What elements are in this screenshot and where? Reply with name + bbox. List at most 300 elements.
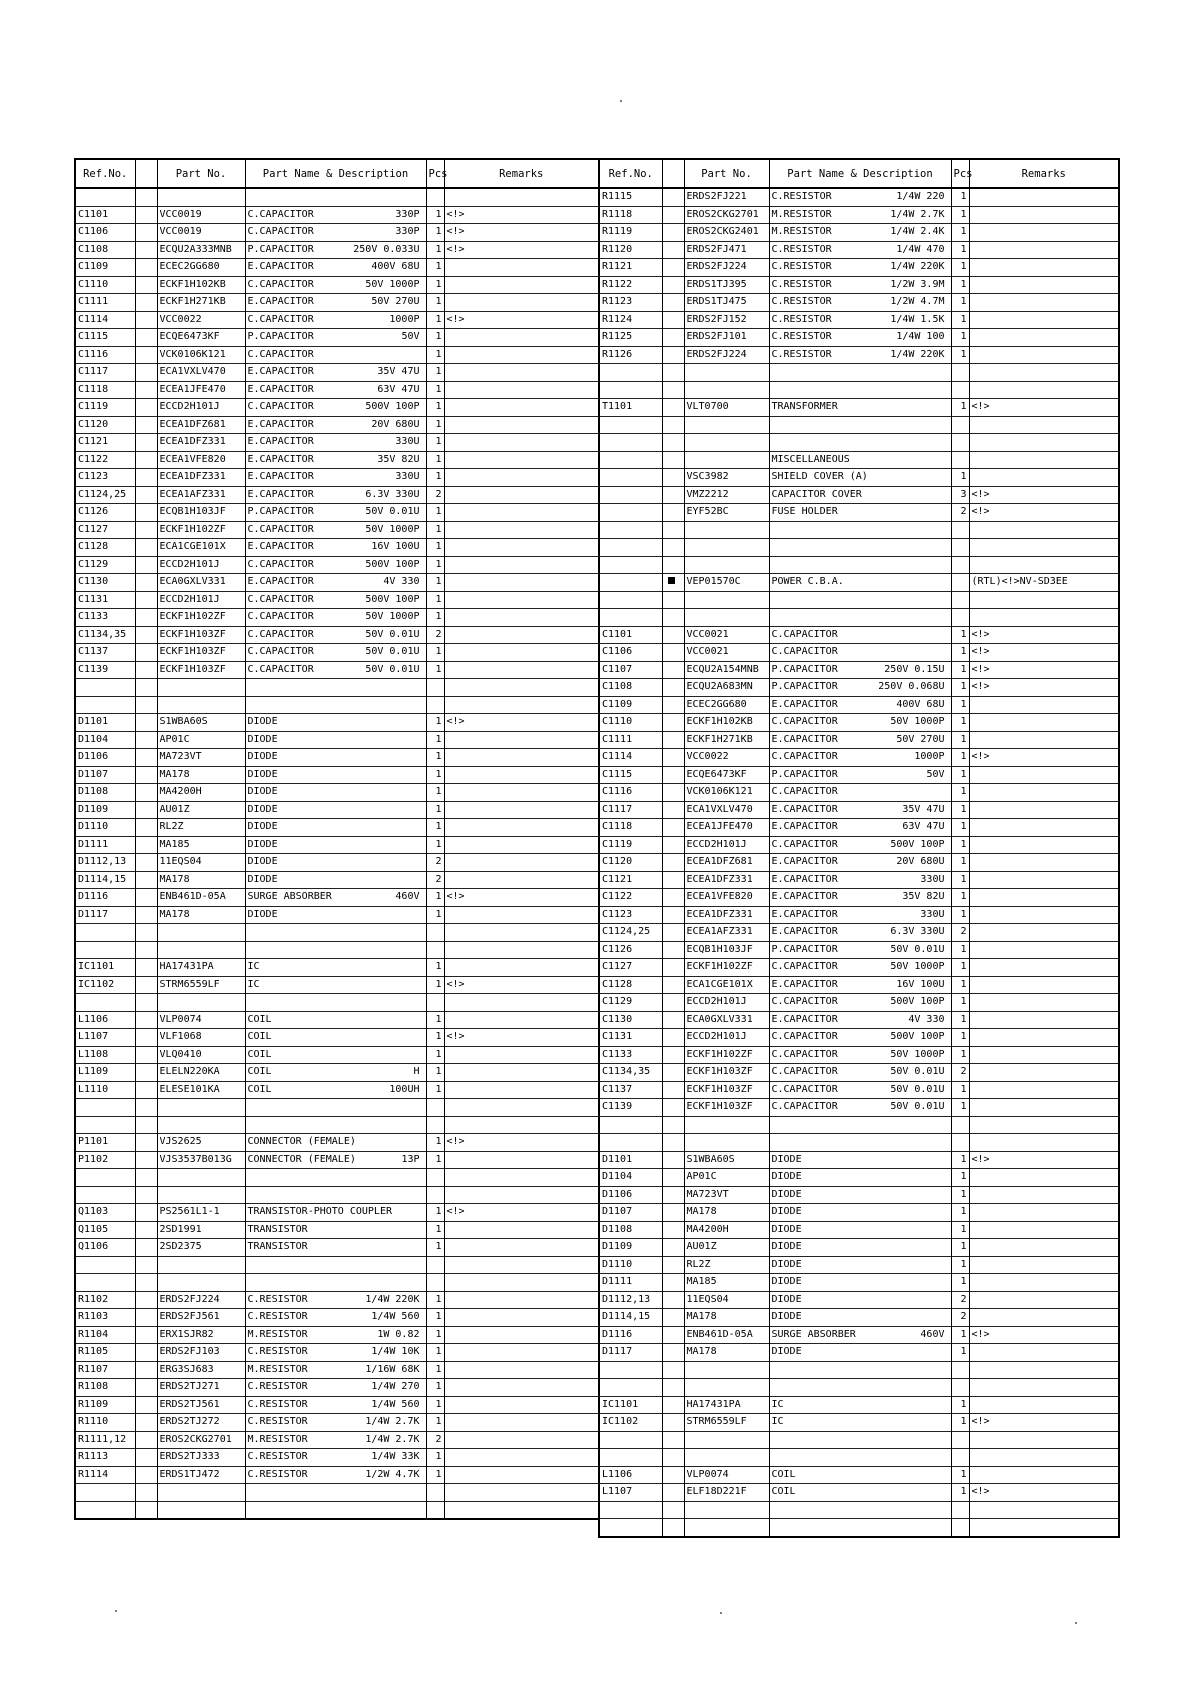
marker-cell: [135, 609, 157, 627]
ref-cell: C1139: [75, 661, 135, 679]
marker-cell: [135, 469, 157, 487]
part-cell: [157, 941, 245, 959]
remarks-cell: [969, 1239, 1119, 1257]
part-cell: HA17431PA: [684, 1396, 769, 1414]
remarks-cell: [444, 1046, 599, 1064]
part-cell: [684, 609, 769, 627]
remarks-cell: [969, 1116, 1119, 1134]
table-row: [599, 241, 1119, 259]
part-cell: VCC0019: [157, 206, 245, 224]
desc-cell: E.CAPACITOR 4V 330: [245, 574, 426, 592]
desc-cell: DIODE: [769, 1151, 951, 1169]
marker-cell: [135, 889, 157, 907]
pcs-cell: 2: [951, 504, 969, 522]
remarks-cell: [444, 959, 599, 977]
remarks-cell: [444, 1309, 599, 1327]
remarks-cell: [444, 1116, 599, 1134]
pcs-cell: [426, 994, 444, 1012]
pcs-cell: [951, 364, 969, 382]
part-cell: ERDS2TJ272: [157, 1414, 245, 1432]
ref-cell: C1115: [75, 329, 135, 347]
desc-cell: IC: [245, 976, 426, 994]
table-row: [599, 696, 1119, 714]
remarks-cell: [444, 924, 599, 942]
ref-cell: C1106: [75, 224, 135, 242]
pcs-cell: [951, 1379, 969, 1397]
parts-table-left: [74, 158, 600, 1520]
ref-cell: [599, 609, 662, 627]
ref-cell: D1109: [599, 1239, 662, 1257]
remarks-cell: [444, 434, 599, 452]
marker-cell: [662, 731, 684, 749]
remarks-cell: [444, 1396, 599, 1414]
marker-cell: [662, 609, 684, 627]
remarks-cell: <!>: [444, 1029, 599, 1047]
table-row: [75, 1239, 599, 1257]
part-cell: [684, 1449, 769, 1467]
pcs-cell: 1: [951, 836, 969, 854]
remarks-cell: <!>: [969, 1326, 1119, 1344]
remarks-cell: [444, 1466, 599, 1484]
pcs-cell: 1: [426, 749, 444, 767]
remarks-cell: [444, 1344, 599, 1362]
pcs-cell: [426, 1186, 444, 1204]
table-row: [599, 1466, 1119, 1484]
pcs-cell: [426, 679, 444, 697]
pcs-cell: [426, 941, 444, 959]
remarks-cell: [444, 539, 599, 557]
pcs-cell: [951, 381, 969, 399]
pcs-cell: [951, 591, 969, 609]
desc-cell: SHIELD COVER (A): [769, 469, 951, 487]
marker-cell: [662, 294, 684, 312]
table-row: [75, 1116, 599, 1134]
part-cell: ERDS2FJ224: [684, 259, 769, 277]
pcs-cell: 1: [951, 1011, 969, 1029]
marker-cell: [662, 1204, 684, 1222]
desc-cell: [769, 609, 951, 627]
remarks-cell: [969, 591, 1119, 609]
table-row: [75, 1186, 599, 1204]
pcs-cell: [426, 1099, 444, 1117]
desc-cell: DIODE: [245, 749, 426, 767]
marker-cell: [662, 1046, 684, 1064]
marker-cell: [135, 574, 157, 592]
remarks-cell: [444, 364, 599, 382]
marker-cell: [662, 504, 684, 522]
pcs-cell: 1: [951, 994, 969, 1012]
table-row: [599, 1046, 1119, 1064]
remarks-cell: [969, 1046, 1119, 1064]
pcs-cell: [951, 1449, 969, 1467]
part-cell: ECQE6473KF: [157, 329, 245, 347]
desc-cell: [769, 1116, 951, 1134]
remarks-cell: <!>: [969, 679, 1119, 697]
ref-cell: C1111: [75, 294, 135, 312]
ref-cell: C1130: [599, 1011, 662, 1029]
marker-cell: [662, 1519, 684, 1537]
table-row: [75, 416, 599, 434]
remarks-cell: [969, 1186, 1119, 1204]
part-cell: ECEA1JFE470: [684, 819, 769, 837]
table-row: [75, 749, 599, 767]
header-part: Part No.: [684, 159, 769, 188]
header-pcs: Pcs: [951, 159, 969, 188]
table-row: [599, 486, 1119, 504]
part-cell: ENB461D-05A: [684, 1326, 769, 1344]
ref-cell: C1109: [599, 696, 662, 714]
ref-cell: D1106: [75, 749, 135, 767]
ref-cell: D1110: [75, 819, 135, 837]
pcs-cell: 1: [426, 1046, 444, 1064]
pcs-cell: 1: [426, 574, 444, 592]
pcs-cell: 1: [951, 801, 969, 819]
pcs-cell: 1: [426, 259, 444, 277]
remarks-cell: [969, 959, 1119, 977]
remarks-cell: <!>: [444, 311, 599, 329]
table-row: [75, 469, 599, 487]
table-row: [599, 224, 1119, 242]
table-row: [75, 1081, 599, 1099]
marker-cell: [135, 1484, 157, 1502]
remarks-cell: [444, 644, 599, 662]
desc-cell: M.RESISTOR 1/4W 2.4K: [769, 224, 951, 242]
desc-cell: IC: [769, 1414, 951, 1432]
ref-cell: L1108: [75, 1046, 135, 1064]
desc-cell: COIL: [245, 1011, 426, 1029]
remarks-cell: [969, 311, 1119, 329]
remarks-cell: [969, 714, 1119, 732]
remarks-cell: <!>: [969, 486, 1119, 504]
marker-cell: [135, 1239, 157, 1257]
desc-cell: C.CAPACITOR 500V 100P: [245, 399, 426, 417]
marker-cell: [135, 1344, 157, 1362]
part-cell: ERDS2FJ103: [157, 1344, 245, 1362]
scan-speck: [720, 1612, 722, 1614]
desc-cell: C.CAPACITOR 500V 100P: [769, 994, 951, 1012]
desc-cell: C.RESISTOR 1/4W 220K: [769, 259, 951, 277]
ref-cell: D1111: [599, 1274, 662, 1292]
table-row: [599, 626, 1119, 644]
ref-cell: D1111: [75, 836, 135, 854]
pcs-cell: [426, 188, 444, 206]
table-row: [599, 906, 1119, 924]
table-row: [599, 399, 1119, 417]
remarks-cell: [444, 1274, 599, 1292]
part-cell: ECEA1DFZ331: [157, 434, 245, 452]
part-cell: ECCD2H101J: [684, 836, 769, 854]
part-cell: RL2Z: [157, 819, 245, 837]
desc-cell: C.CAPACITOR 1000P: [245, 311, 426, 329]
remarks-cell: [444, 1239, 599, 1257]
table-row: [599, 574, 1119, 592]
marker-cell: [662, 696, 684, 714]
ref-cell: C1107: [599, 661, 662, 679]
ref-cell: C1108: [75, 241, 135, 259]
remarks-cell: [969, 1291, 1119, 1309]
part-cell: VEP01570C: [684, 574, 769, 592]
table-row: [599, 434, 1119, 452]
desc-cell: C.CAPACITOR 50V 0.01U: [245, 626, 426, 644]
remarks-cell: [444, 346, 599, 364]
remarks-cell: [969, 224, 1119, 242]
ref-cell: C1116: [599, 784, 662, 802]
table-row: [75, 661, 599, 679]
table-row: [75, 1169, 599, 1187]
desc-cell: C.CAPACITOR: [245, 346, 426, 364]
pcs-cell: 1: [426, 766, 444, 784]
part-cell: MA185: [684, 1274, 769, 1292]
marker-cell: [135, 241, 157, 259]
ref-cell: C1122: [599, 889, 662, 907]
marker-cell: [135, 206, 157, 224]
ref-cell: C1119: [75, 399, 135, 417]
table-row: [75, 1046, 599, 1064]
part-cell: MA723VT: [157, 749, 245, 767]
ref-cell: C1137: [599, 1081, 662, 1099]
pcs-cell: 1: [426, 1239, 444, 1257]
part-cell: VLT0700: [684, 399, 769, 417]
part-cell: ECKF1H103ZF: [684, 1064, 769, 1082]
table-row: [75, 206, 599, 224]
desc-cell: C.CAPACITOR 500V 100P: [769, 1029, 951, 1047]
marker-cell: [135, 1361, 157, 1379]
table-row: [75, 1379, 599, 1397]
part-cell: ECEA1JFE470: [157, 381, 245, 399]
part-cell: [157, 1099, 245, 1117]
ref-cell: D1114,15: [75, 871, 135, 889]
marker-cell: [135, 976, 157, 994]
ref-cell: R1103: [75, 1309, 135, 1327]
ref-cell: [599, 504, 662, 522]
marker-cell: [135, 504, 157, 522]
part-cell: ECKF1H103ZF: [684, 1081, 769, 1099]
desc-cell: [245, 1484, 426, 1502]
marker-cell: [662, 941, 684, 959]
marker-cell: [662, 906, 684, 924]
table-row: [599, 416, 1119, 434]
desc-cell: DIODE: [769, 1169, 951, 1187]
part-cell: MA178: [157, 766, 245, 784]
desc-cell: P.CAPACITOR 50V 0.01U: [769, 941, 951, 959]
part-cell: [157, 188, 245, 206]
ref-cell: C1119: [599, 836, 662, 854]
marker-cell: [135, 749, 157, 767]
desc-cell: [245, 924, 426, 942]
part-cell: VJS3537B013G: [157, 1151, 245, 1169]
header-desc: Part Name & Description: [769, 159, 951, 188]
remarks-cell: [969, 294, 1119, 312]
pcs-cell: 1: [951, 696, 969, 714]
ref-cell: C1110: [599, 714, 662, 732]
remarks-cell: [969, 1379, 1119, 1397]
marker-cell: [135, 1396, 157, 1414]
desc-cell: E.CAPACITOR 63V 47U: [769, 819, 951, 837]
desc-cell: COIL: [769, 1466, 951, 1484]
pcs-cell: 1: [426, 1344, 444, 1362]
desc-cell: [769, 556, 951, 574]
pcs-cell: 1: [951, 1344, 969, 1362]
remarks-cell: <!>: [444, 714, 599, 732]
ref-cell: [599, 434, 662, 452]
marker-cell: [662, 276, 684, 294]
part-cell: 2SD1991: [157, 1221, 245, 1239]
desc-cell: C.CAPACITOR 50V 0.01U: [769, 1081, 951, 1099]
part-cell: VLQ0410: [157, 1046, 245, 1064]
pcs-cell: [951, 574, 969, 592]
desc-cell: E.CAPACITOR 16V 100U: [769, 976, 951, 994]
ref-cell: IC1102: [75, 976, 135, 994]
desc-cell: COIL: [245, 1029, 426, 1047]
desc-cell: [769, 416, 951, 434]
marker-cell: [662, 1396, 684, 1414]
table-row: [599, 1519, 1119, 1537]
marker-cell: [662, 766, 684, 784]
remarks-cell: [969, 521, 1119, 539]
table-row: [599, 206, 1119, 224]
table-row: [75, 609, 599, 627]
table-row: [75, 1204, 599, 1222]
pcs-cell: 1: [426, 521, 444, 539]
desc-cell: [245, 994, 426, 1012]
remarks-cell: [969, 241, 1119, 259]
pcs-cell: 1: [951, 644, 969, 662]
marker-cell: [135, 1274, 157, 1292]
desc-cell: [769, 1134, 951, 1152]
part-cell: [684, 1134, 769, 1152]
ref-cell: D1112,13: [75, 854, 135, 872]
remarks-cell: [444, 469, 599, 487]
marker-cell: [662, 1221, 684, 1239]
remarks-cell: [969, 1169, 1119, 1187]
table-row: [599, 259, 1119, 277]
table-row: [75, 1029, 599, 1047]
marker-cell: [662, 836, 684, 854]
table-row: [75, 1361, 599, 1379]
table-row: [599, 1361, 1119, 1379]
header-row: [599, 159, 1119, 188]
ref-cell: L1107: [75, 1029, 135, 1047]
marker-cell: [662, 259, 684, 277]
marker-cell: [662, 399, 684, 417]
pcs-cell: [426, 1116, 444, 1134]
part-cell: VCC0019: [157, 224, 245, 242]
marker-cell: [135, 1064, 157, 1082]
pcs-cell: 1: [426, 609, 444, 627]
pcs-cell: 1: [951, 188, 969, 206]
table-row: [599, 1309, 1119, 1327]
ref-cell: [75, 994, 135, 1012]
ref-cell: R1115: [599, 188, 662, 206]
pcs-cell: 1: [426, 976, 444, 994]
desc-cell: [769, 1361, 951, 1379]
marker-cell: [135, 1151, 157, 1169]
remarks-cell: [444, 1291, 599, 1309]
part-cell: PS2561L1-1: [157, 1204, 245, 1222]
table-row: [75, 276, 599, 294]
remarks-cell: [969, 1309, 1119, 1327]
remarks-cell: [969, 206, 1119, 224]
part-cell: [157, 1256, 245, 1274]
pcs-cell: 1: [426, 1134, 444, 1152]
table-row: [75, 679, 599, 697]
pcs-cell: 1: [426, 276, 444, 294]
marker-cell: [662, 1064, 684, 1082]
pcs-cell: 2: [426, 854, 444, 872]
part-cell: VSC3982: [684, 469, 769, 487]
pcs-cell: 1: [426, 836, 444, 854]
pcs-cell: 1: [426, 399, 444, 417]
remarks-cell: [969, 451, 1119, 469]
marker-cell: [662, 749, 684, 767]
remarks-cell: [444, 416, 599, 434]
marker-cell: [662, 661, 684, 679]
table-row: [75, 294, 599, 312]
pcs-cell: 1: [426, 1309, 444, 1327]
desc-cell: [245, 1116, 426, 1134]
pcs-cell: [951, 521, 969, 539]
desc-cell: [769, 591, 951, 609]
desc-cell: IC: [769, 1396, 951, 1414]
table-row: [75, 836, 599, 854]
part-cell: ECKF1H102KB: [157, 276, 245, 294]
marker-cell: [662, 1256, 684, 1274]
remarks-cell: [969, 329, 1119, 347]
part-cell: VLP0074: [684, 1466, 769, 1484]
ref-cell: C1139: [599, 1099, 662, 1117]
remarks-cell: [444, 1326, 599, 1344]
desc-cell: E.CAPACITOR 400V 68U: [245, 259, 426, 277]
ref-cell: [75, 941, 135, 959]
desc-cell: E.CAPACITOR 330U: [245, 434, 426, 452]
part-cell: ECKF1H103ZF: [157, 626, 245, 644]
marker-cell: [135, 1134, 157, 1152]
part-cell: [684, 416, 769, 434]
marker-cell: [135, 556, 157, 574]
pcs-cell: 1: [426, 819, 444, 837]
remarks-cell: [969, 1099, 1119, 1117]
desc-cell: [245, 679, 426, 697]
ref-cell: C1126: [75, 504, 135, 522]
table-row: [599, 1256, 1119, 1274]
marker-cell: [135, 276, 157, 294]
part-cell: ECKF1H271KB: [157, 294, 245, 312]
table-row: [75, 784, 599, 802]
ref-cell: [599, 1361, 662, 1379]
marker-cell: [662, 889, 684, 907]
table-row: [599, 188, 1119, 206]
pcs-cell: [951, 539, 969, 557]
part-cell: ECEA1DFZ681: [157, 416, 245, 434]
desc-cell: E.CAPACITOR 330U: [245, 469, 426, 487]
part-cell: ECQB1H103JF: [684, 941, 769, 959]
ref-cell: P1102: [75, 1151, 135, 1169]
remarks-cell: [444, 259, 599, 277]
part-cell: ERDS1TJ475: [684, 294, 769, 312]
desc-cell: C.RESISTOR 1/4W 270: [245, 1379, 426, 1397]
desc-cell: IC: [245, 959, 426, 977]
pcs-cell: 1: [426, 224, 444, 242]
pcs-cell: 1: [951, 1396, 969, 1414]
desc-cell: C.CAPACITOR: [769, 644, 951, 662]
remarks-cell: [444, 381, 599, 399]
remarks-cell: [969, 1466, 1119, 1484]
pcs-cell: [426, 1274, 444, 1292]
remarks-cell: [444, 696, 599, 714]
remarks-cell: [444, 521, 599, 539]
ref-cell: C1129: [599, 994, 662, 1012]
part-cell: [157, 679, 245, 697]
